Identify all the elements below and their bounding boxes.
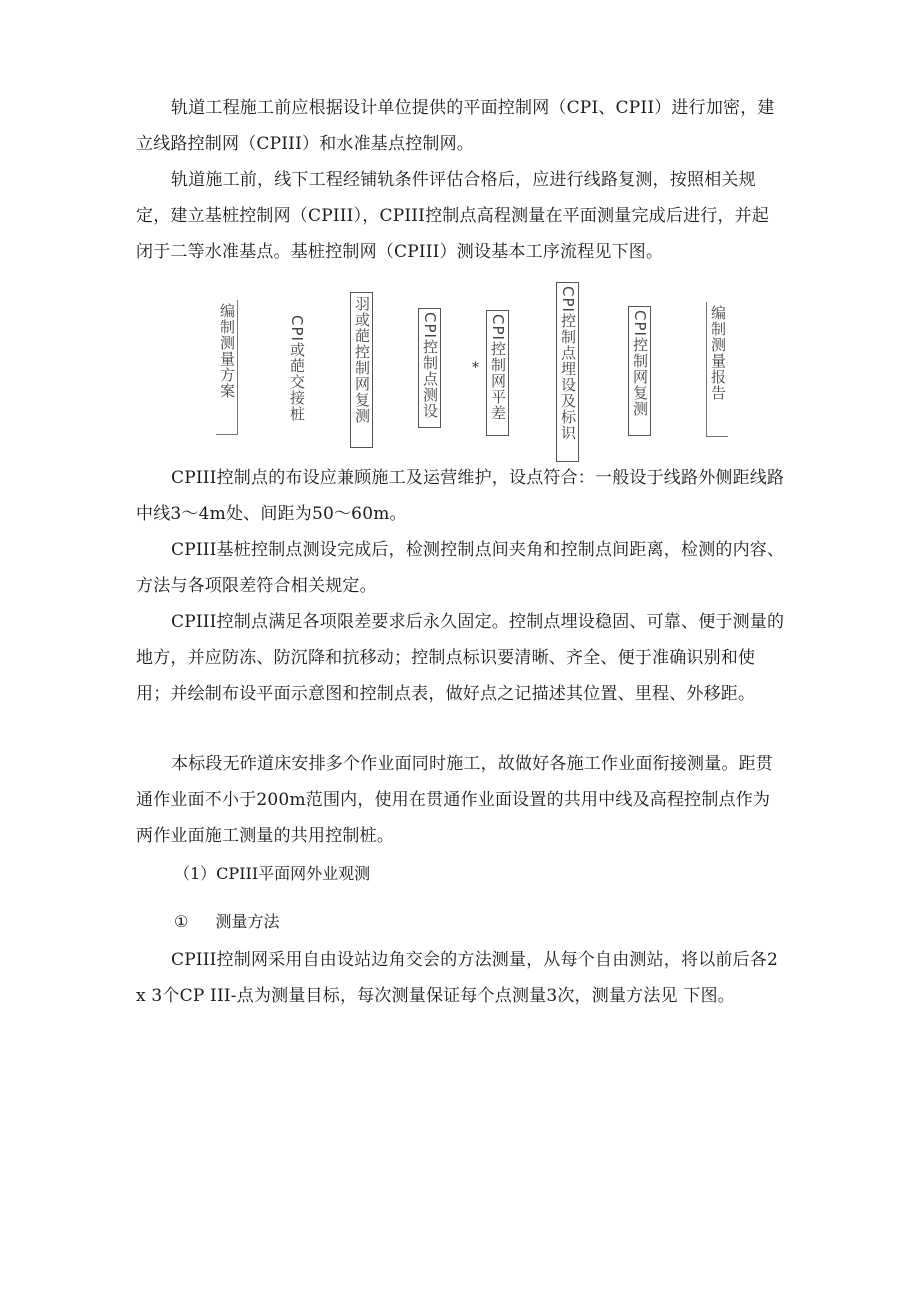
paragraph-6: 本标段无砟道床安排多个作业面同时施工，故做好各施工作业面衔接测量。距贯通作业面不小于200m范围内，使用在贯通作业面设置的共用中线及高程控制点作为两作业面施工测量的共用控制桩。 <box>136 754 773 846</box>
flow-step-1: 编制测量方案 <box>216 300 238 435</box>
paragraph-3: CPIII控制点的布设应兼顾施工及运营维护，设点符合：一般设于线路外侧距线路中线3～4m处、间距为50～60m。 <box>136 468 785 524</box>
flow-step-6: CPI控制点埋设及标识 <box>556 282 579 462</box>
section-heading: （1）CPIII平面网外业观测 <box>174 864 371 883</box>
flow-step-5: CPI控制网平差 <box>486 310 509 436</box>
subsection-marker: ① <box>174 912 189 931</box>
process-flowchart <box>200 280 760 460</box>
flow-separator: * <box>472 360 479 376</box>
paragraph-7: CPIII控制网采用自由设站边角交会的方法测量，从每个自由测站，将以前后各2 x 3个CP III-点为测量目标，每次测量保证每个点测量3次，测量方法见 下图。 <box>136 950 779 1006</box>
flow-step-2: CPI或葩交接桩 <box>288 315 306 422</box>
paragraph-4: CPIII基桩控制点测设完成后，检测控制点间夹角和控制点间距离，检测的内容、方法与各项限差符合相关规定。 <box>136 540 785 596</box>
flow-step-7: CPI控制网复测 <box>628 306 651 436</box>
subsection-heading <box>174 910 279 934</box>
flow-step-3: 羽或葩控制网复测 <box>350 292 373 448</box>
paragraph-1: 轨道工程施工前应根据设计单位提供的平面控制网（CPI、CPII）进行加密，建立线路控制网（CPIII）和水准基点控制网。 <box>136 98 775 154</box>
paragraph-5: CPIII控制点满足各项限差要求后永久固定。控制点埋设稳固、可靠、便于测量的地方，并应防冻、防沉降和抗移动；控制点标识要清晰、齐全、便于准确识别和使用；并绘制布设平面示意图和控制点表，做好点之记描述其位置、里程、外移距。 <box>136 612 785 704</box>
flow-step-4: CPI控制点测设 <box>418 308 441 428</box>
flow-step-8: 编制测量报告 <box>706 302 728 437</box>
subsection-title: 测量方法 <box>215 912 280 931</box>
paragraph-2: 轨道施工前，线下工程经铺轨条件评估合格后，应进行线路复测，按照相关规定，建立基桩控制网（CPIII），CPIII控制点高程测量在平面测量完成后进行，并起闭于二等水准基点。基桩控制网（CPIII）测设基本工序流程见下图。 <box>136 170 770 262</box>
